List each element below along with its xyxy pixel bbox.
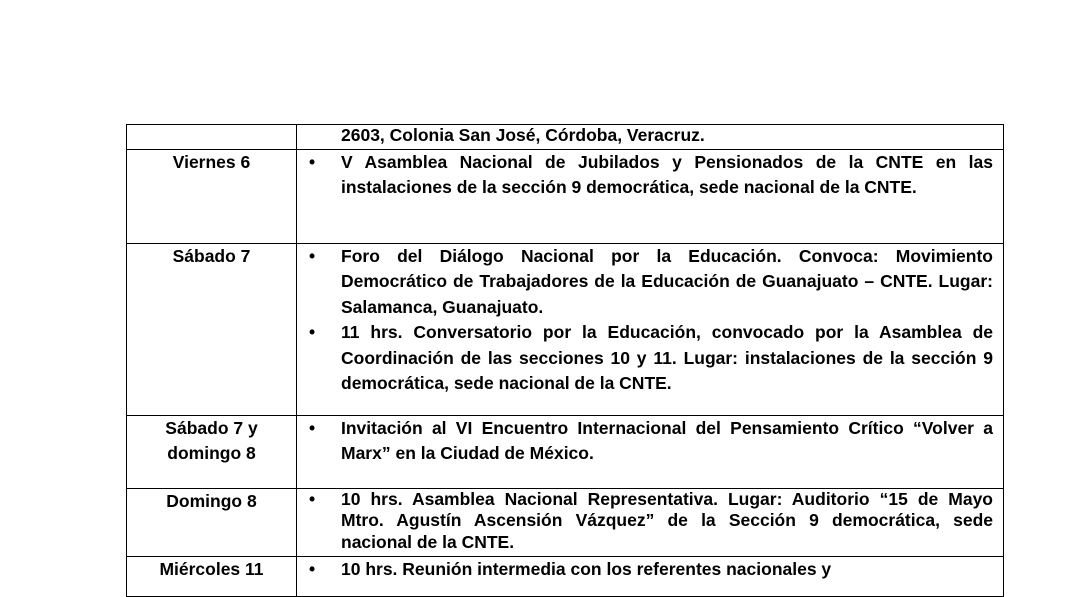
table-row — [127, 415, 1004, 488]
bullet: • — [309, 151, 316, 172]
day-cell: Sábado 7 y domingo 8 — [127, 415, 297, 488]
list-item: • 10 hrs. Reunión intermedia con los referentes nacionales y — [341, 557, 993, 583]
bullet: • — [309, 245, 316, 266]
day-cell: Miércoles 11 — [127, 556, 297, 596]
day-cell: Sábado 7 — [127, 243, 297, 415]
schedule-table — [126, 124, 1004, 597]
bullet: • — [309, 322, 316, 342]
table-row — [127, 488, 1004, 556]
bullet: • — [309, 558, 316, 579]
list-item: • V Asamblea Nacional de Jubilados y Pensionados de la CNTE en las instalaciones de la sección 9 democrática, sede nacional de la CNTE. — [309, 151, 993, 197]
events-cell — [297, 415, 1004, 488]
event-continuation: 2603, Colonia San José, Córdoba, Veracruz. — [341, 125, 705, 145]
events-cell — [297, 488, 1004, 556]
day-cell: Domingo 8 — [127, 488, 297, 556]
events-cell — [297, 243, 1004, 415]
day-cell: Viernes 6 — [127, 149, 297, 243]
table-row — [127, 243, 1004, 415]
list-item: • 11 hrs. Conversatorio por la Educación, convocado por la Asamblea de Coordinación de las secciones 10 y 11. Lugar: instalaciones de la sección 9 democrática, sede nacional de la CNTE. — [309, 322, 993, 393]
list-item: • Foro del Diálogo Nacional por la Educación. Convoca: Movimiento Democrático de Trabajadores de la Educación de Guanajuato – CNTE. Lugar: Salamanca, Guanajuato. — [309, 245, 993, 317]
bullet: • — [309, 417, 316, 438]
table-row — [127, 125, 1004, 150]
day-cell — [127, 125, 297, 150]
list-item: • 10 hrs. Asamblea Nacional Representativa. Lugar: Auditorio “15 de Mayo Mtro. Agustín Ascensión Vázquez” de la Sección 9 democrática, sede nacional de la CNTE. — [309, 488, 993, 552]
list-item: • Invitación al VI Encuentro Internacional del Pensamiento Crítico “Volver a Marx” en la Ciudad de México. — [309, 417, 993, 463]
table-row — [127, 556, 1004, 596]
bullet: • — [309, 488, 316, 509]
events-cell — [297, 149, 1004, 243]
events-cell — [297, 125, 1004, 150]
table-row — [127, 149, 1004, 243]
events-cell — [297, 556, 1004, 596]
